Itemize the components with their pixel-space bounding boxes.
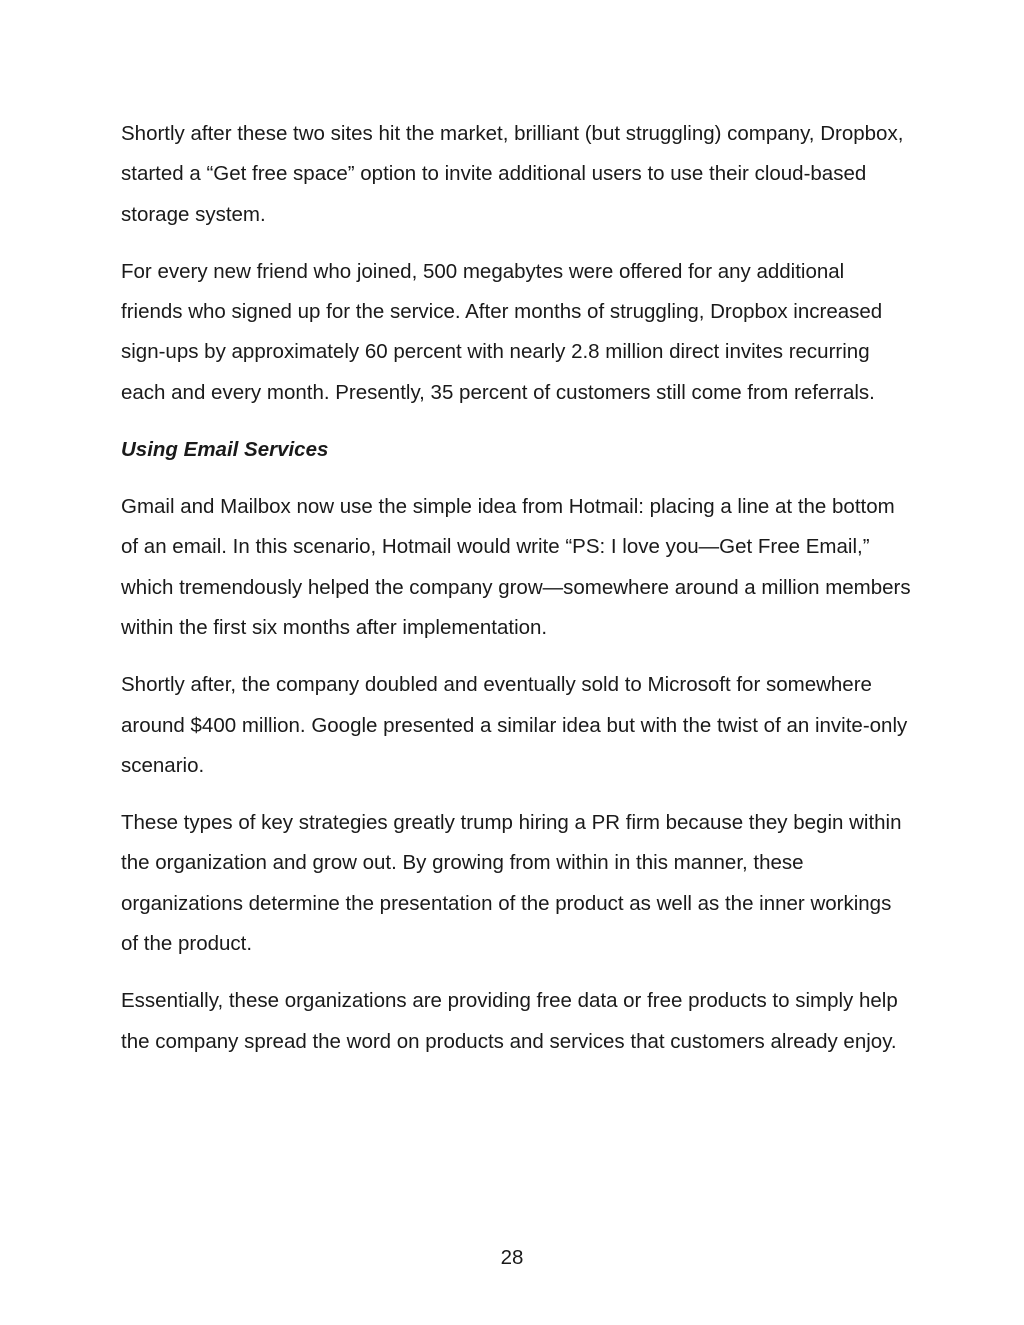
paragraph-microsoft-sale: Shortly after, the company doubled and eventually sold to Microsoft for somewhere around $400 million. Google presented a similar idea but with the twist of an invite-only scenario. <box>121 673 908 777</box>
page-body <box>121 114 911 1079</box>
paragraph-dropbox-intro: Shortly after these two sites hit the market, brilliant (but struggling) company, Dropbox, started a “Get free space” option to invite additional users to use their cloud-based storage system. <box>121 122 904 226</box>
page-number: 28 <box>500 1246 524 1269</box>
section-heading: Using Email Services <box>121 438 329 462</box>
paragraph-hotmail-idea: Gmail and Mailbox now use the simple idea from Hotmail: placing a line at the bottom of an email. In this scenario, Hotmail would write “PS: I love you—Get Free Email,” which tremendously helped the company grow—somewhere around a million members within the first six months after implementation. <box>121 495 911 639</box>
paragraph-key-strategies: These types of key strategies greatly trump hiring a PR firm because they begin within the organization and grow out. By growing from within in this manner, these organizations determine the presentation of the product as well as the inner workings of the product. <box>121 811 902 956</box>
paragraph-free-products: Essentially, these organizations are providing free data or free products to simply help the company spread the word on products and services that customers already enjoy. <box>121 989 898 1053</box>
paragraph-dropbox-referrals: For every new friend who joined, 500 megabytes were offered for any additional friends who signed up for the service. After months of struggling, Dropbox increased sign-ups by approximately 60 percent with nearly 2.8 million direct invites recurring each and every month. Presently, 35 percent of customers still come from referrals. <box>121 259 883 404</box>
